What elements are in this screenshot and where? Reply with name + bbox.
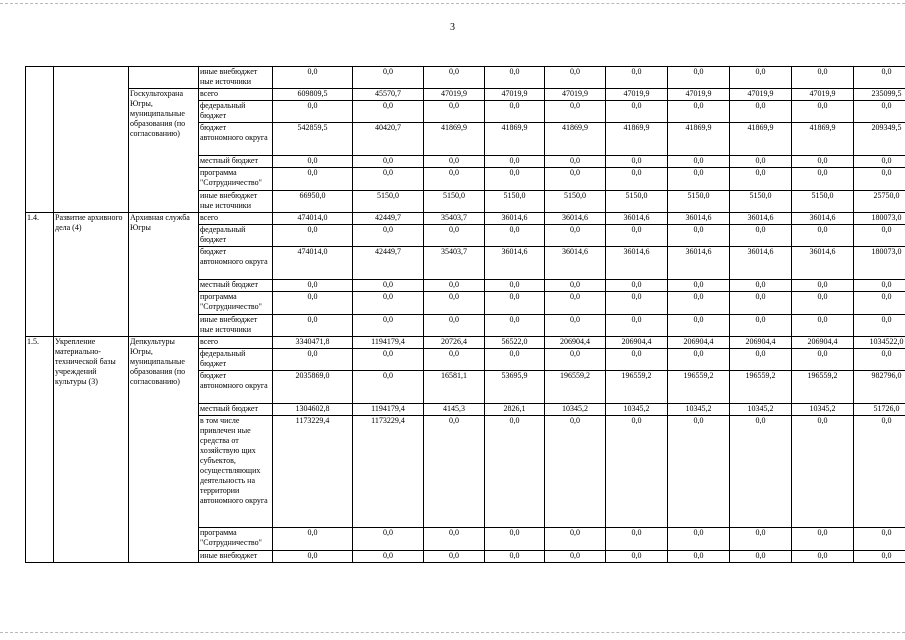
amount-cell: 5150,0 [730,191,792,213]
amount-cell: 0,0 [668,292,730,315]
amount-cell: 0,0 [668,315,730,337]
measure-name-cell [54,67,129,213]
amount-cell: 35403,7 [424,213,485,225]
amount-cell: 36014,6 [730,247,792,280]
amount-cell: 5150,0 [668,191,730,213]
amount-cell: 41869,9 [545,123,606,156]
amount-cell: 0,0 [545,528,606,551]
funding-source-cell: иные внебюджет [199,551,273,563]
funding-source-cell: федеральный бюджет [199,101,273,123]
funding-source-cell: иные внебюджет ные источники [199,315,273,337]
amount-cell: 0,0 [792,156,854,168]
amount-cell: 0,0 [424,416,485,528]
amount-cell: 10345,2 [606,404,668,416]
amount-cell: 0,0 [273,156,353,168]
amount-cell: 0,0 [606,225,668,247]
amount-cell: 0,0 [424,67,485,89]
amount-cell: 0,0 [273,101,353,123]
amount-cell: 41869,9 [485,123,545,156]
measure-code-cell [26,67,54,213]
amount-cell: 42449,7 [353,213,424,225]
amount-cell: 40420,7 [353,123,424,156]
amount-cell: 47019,9 [545,89,606,101]
amount-cell: 0,0 [353,225,424,247]
executor-cell [129,67,199,89]
funding-source-cell: программа "Сотрудничество" [199,292,273,315]
amount-cell: 0,0 [730,349,792,371]
amount-cell: 0,0 [792,225,854,247]
amount-cell: 0,0 [545,168,606,191]
amount-cell: 20726,4 [424,337,485,349]
amount-cell: 0,0 [485,315,545,337]
funding-source-cell: иные внебюджет ные источники [199,191,273,213]
amount-cell: 10345,2 [545,404,606,416]
amount-cell: 36014,6 [792,247,854,280]
amount-cell: 196559,2 [792,371,854,404]
executor-cell: Архивная служба Югры [129,213,199,337]
amount-cell: 206904,4 [730,337,792,349]
amount-cell: 0,0 [668,528,730,551]
amount-cell: 36014,6 [545,213,606,225]
amount-cell: 41869,9 [606,123,668,156]
amount-cell: 36014,6 [668,213,730,225]
amount-cell: 0,0 [485,225,545,247]
amount-cell: 0,0 [273,349,353,371]
amount-cell: 0,0 [792,67,854,89]
amount-cell: 1173229,4 [353,416,424,528]
amount-cell: 180073,0 [854,247,905,280]
amount-cell: 0,0 [353,156,424,168]
amount-cell: 35403,7 [424,247,485,280]
amount-cell: 0,0 [545,551,606,563]
measure-code-cell: 1.5. [26,337,54,563]
amount-cell: 5150,0 [353,191,424,213]
amount-cell: 56522,0 [485,337,545,349]
amount-cell: 47019,9 [424,89,485,101]
amount-cell: 36014,6 [545,247,606,280]
amount-cell: 0,0 [424,349,485,371]
amount-cell: 0,0 [606,292,668,315]
amount-cell: 47019,9 [668,89,730,101]
amount-cell: 0,0 [424,551,485,563]
funding-source-cell: всего [199,89,273,101]
amount-cell: 542859,5 [273,123,353,156]
amount-cell: 36014,6 [606,213,668,225]
amount-cell: 47019,9 [485,89,545,101]
amount-cell: 5150,0 [792,191,854,213]
amount-cell: 0,0 [353,280,424,292]
amount-cell: 0,0 [353,101,424,123]
amount-cell: 0,0 [606,168,668,191]
amount-cell: 0,0 [545,280,606,292]
amount-cell: 10345,2 [730,404,792,416]
amount-cell: 0,0 [545,101,606,123]
amount-cell: 0,0 [424,156,485,168]
measure-name-cell: Развитие архивного дела (4) [54,213,129,337]
amount-cell: 0,0 [730,292,792,315]
amount-cell: 0,0 [353,371,424,404]
amount-cell: 0,0 [353,528,424,551]
amount-cell: 0,0 [485,292,545,315]
amount-cell: 0,0 [792,528,854,551]
amount-cell: 0,0 [353,349,424,371]
amount-cell: 0,0 [854,416,905,528]
amount-cell: 0,0 [273,292,353,315]
amount-cell: 206904,4 [545,337,606,349]
amount-cell: 0,0 [854,67,905,89]
page-number: 3 [450,22,455,33]
funding-source-cell: всего [199,213,273,225]
amount-cell: 0,0 [792,416,854,528]
amount-cell: 0,0 [606,315,668,337]
amount-cell: 0,0 [792,168,854,191]
amount-cell: 0,0 [730,101,792,123]
measure-code-cell: 1.4. [26,213,54,337]
amount-cell: 0,0 [424,528,485,551]
amount-cell: 36014,6 [485,213,545,225]
funding-source-cell: программа "Сотрудничество" [199,528,273,551]
amount-cell: 0,0 [424,168,485,191]
amount-cell: 51726,0 [854,404,905,416]
amount-cell: 0,0 [792,280,854,292]
amount-cell: 0,0 [353,315,424,337]
amount-cell: 10345,2 [792,404,854,416]
amount-cell: 36014,6 [668,247,730,280]
amount-cell: 206904,4 [668,337,730,349]
amount-cell: 0,0 [792,315,854,337]
funding-source-cell: всего [199,337,273,349]
amount-cell: 47019,9 [606,89,668,101]
amount-cell: 1194179,4 [353,404,424,416]
amount-cell: 180073,0 [854,213,905,225]
amount-cell: 4145,3 [424,404,485,416]
amount-cell: 0,0 [606,67,668,89]
amount-cell: 0,0 [606,349,668,371]
funding-source-cell: в том числе привлечен ные средства от хозяйствую щих субъектов, осуществляющих деятельность на территории автономного округа [199,416,273,528]
amount-cell: 0,0 [424,225,485,247]
scan-edge-bottom [0,632,905,633]
budget-table-body [26,67,905,563]
amount-cell: 0,0 [854,315,905,337]
amount-cell: 0,0 [273,225,353,247]
amount-cell: 42449,7 [353,247,424,280]
amount-cell: 0,0 [792,349,854,371]
amount-cell: 36014,6 [730,213,792,225]
amount-cell: 0,0 [273,315,353,337]
amount-cell: 209349,5 [854,123,905,156]
amount-cell: 0,0 [668,551,730,563]
amount-cell: 47019,9 [792,89,854,101]
amount-cell: 0,0 [730,67,792,89]
amount-cell: 0,0 [668,156,730,168]
amount-cell: 0,0 [545,315,606,337]
amount-cell: 3340471,8 [273,337,353,349]
table-row [26,213,905,225]
amount-cell: 36014,6 [485,247,545,280]
amount-cell: 0,0 [668,168,730,191]
amount-cell: 1304602,8 [273,404,353,416]
amount-cell: 0,0 [545,156,606,168]
amount-cell: 0,0 [353,168,424,191]
funding-source-cell: бюджет автономного округа [199,123,273,156]
amount-cell: 0,0 [606,156,668,168]
amount-cell: 0,0 [730,156,792,168]
amount-cell: 0,0 [485,156,545,168]
amount-cell: 0,0 [273,528,353,551]
measure-name-cell: Укрепление материально-технической базы учреждений культуры (3) [54,337,129,563]
amount-cell: 0,0 [485,349,545,371]
amount-cell: 0,0 [353,67,424,89]
amount-cell: 196559,2 [668,371,730,404]
funding-source-cell: местный бюджет [199,404,273,416]
amount-cell: 0,0 [485,416,545,528]
amount-cell: 609809,5 [273,89,353,101]
amount-cell: 0,0 [668,349,730,371]
funding-source-cell: федеральный бюджет [199,349,273,371]
amount-cell: 0,0 [485,168,545,191]
amount-cell: 0,0 [424,101,485,123]
executor-cell: Депкультуры Югры, муниципальные образования (по согласованию) [129,337,199,563]
amount-cell: 206904,4 [606,337,668,349]
amount-cell: 2826,1 [485,404,545,416]
amount-cell: 0,0 [730,551,792,563]
amount-cell: 41869,9 [424,123,485,156]
amount-cell: 0,0 [273,168,353,191]
amount-cell: 206904,4 [792,337,854,349]
amount-cell: 0,0 [854,528,905,551]
amount-cell: 0,0 [545,416,606,528]
amount-cell: 474014,0 [273,247,353,280]
funding-source-cell: местный бюджет [199,156,273,168]
amount-cell: 1194179,4 [353,337,424,349]
table-row [26,67,905,89]
amount-cell: 0,0 [854,280,905,292]
amount-cell: 235099,5 [854,89,905,101]
amount-cell: 0,0 [424,315,485,337]
amount-cell: 25750,0 [854,191,905,213]
amount-cell: 0,0 [668,280,730,292]
budget-table-container [25,66,905,563]
amount-cell: 0,0 [606,551,668,563]
amount-cell: 0,0 [545,349,606,371]
amount-cell: 0,0 [668,416,730,528]
amount-cell: 0,0 [854,168,905,191]
amount-cell: 0,0 [424,292,485,315]
amount-cell: 982796,0 [854,371,905,404]
amount-cell: 0,0 [485,101,545,123]
amount-cell: 0,0 [273,67,353,89]
amount-cell: 0,0 [545,292,606,315]
amount-cell: 1173229,4 [273,416,353,528]
amount-cell: 41869,9 [730,123,792,156]
table-row [26,89,905,101]
amount-cell: 0,0 [730,315,792,337]
amount-cell: 16581,1 [424,371,485,404]
funding-source-cell: местный бюджет [199,280,273,292]
amount-cell: 41869,9 [668,123,730,156]
amount-cell: 0,0 [730,416,792,528]
amount-cell: 196559,2 [545,371,606,404]
funding-source-cell: федеральный бюджет [199,225,273,247]
amount-cell: 0,0 [730,280,792,292]
funding-source-cell: иные внебюджет ные источники [199,67,273,89]
amount-cell: 45570,7 [353,89,424,101]
amount-cell: 10345,2 [668,404,730,416]
amount-cell: 0,0 [854,349,905,371]
amount-cell: 0,0 [606,416,668,528]
amount-cell: 474014,0 [273,213,353,225]
amount-cell: 0,0 [792,551,854,563]
budget-table [25,66,905,563]
amount-cell: 0,0 [730,168,792,191]
amount-cell: 0,0 [606,101,668,123]
amount-cell: 0,0 [668,67,730,89]
amount-cell: 2035869,0 [273,371,353,404]
amount-cell: 0,0 [668,225,730,247]
amount-cell: 0,0 [854,156,905,168]
executor-cell: Госкультохрана Югры, муниципальные образования (по согласованию) [129,89,199,213]
amount-cell: 0,0 [854,101,905,123]
amount-cell: 0,0 [485,551,545,563]
amount-cell: 0,0 [485,528,545,551]
amount-cell: 0,0 [854,292,905,315]
amount-cell: 0,0 [353,551,424,563]
amount-cell: 0,0 [273,280,353,292]
amount-cell: 0,0 [792,292,854,315]
amount-cell: 0,0 [668,101,730,123]
amount-cell: 0,0 [730,528,792,551]
amount-cell: 5150,0 [485,191,545,213]
amount-cell: 0,0 [606,528,668,551]
amount-cell: 41869,9 [792,123,854,156]
amount-cell: 0,0 [485,67,545,89]
amount-cell: 0,0 [606,280,668,292]
amount-cell: 5150,0 [424,191,485,213]
amount-cell: 0,0 [854,551,905,563]
amount-cell: 0,0 [545,225,606,247]
amount-cell: 196559,2 [730,371,792,404]
amount-cell: 47019,9 [730,89,792,101]
funding-source-cell: бюджет автономного округа [199,247,273,280]
amount-cell: 0,0 [273,551,353,563]
amount-cell: 0,0 [353,292,424,315]
amount-cell: 5150,0 [545,191,606,213]
amount-cell: 0,0 [485,280,545,292]
funding-source-cell: программа "Сотрудничество" [199,168,273,191]
amount-cell: 36014,6 [792,213,854,225]
table-row [26,337,905,349]
amount-cell: 0,0 [545,67,606,89]
amount-cell: 5150,0 [606,191,668,213]
amount-cell: 0,0 [792,101,854,123]
amount-cell: 0,0 [424,280,485,292]
scan-edge-top [0,3,905,4]
amount-cell: 36014,6 [606,247,668,280]
amount-cell: 196559,2 [606,371,668,404]
amount-cell: 53695,9 [485,371,545,404]
amount-cell: 0,0 [730,225,792,247]
amount-cell: 1034522,0 [854,337,905,349]
funding-source-cell: бюджет автономного округа [199,371,273,404]
amount-cell: 0,0 [854,225,905,247]
amount-cell: 66950,0 [273,191,353,213]
